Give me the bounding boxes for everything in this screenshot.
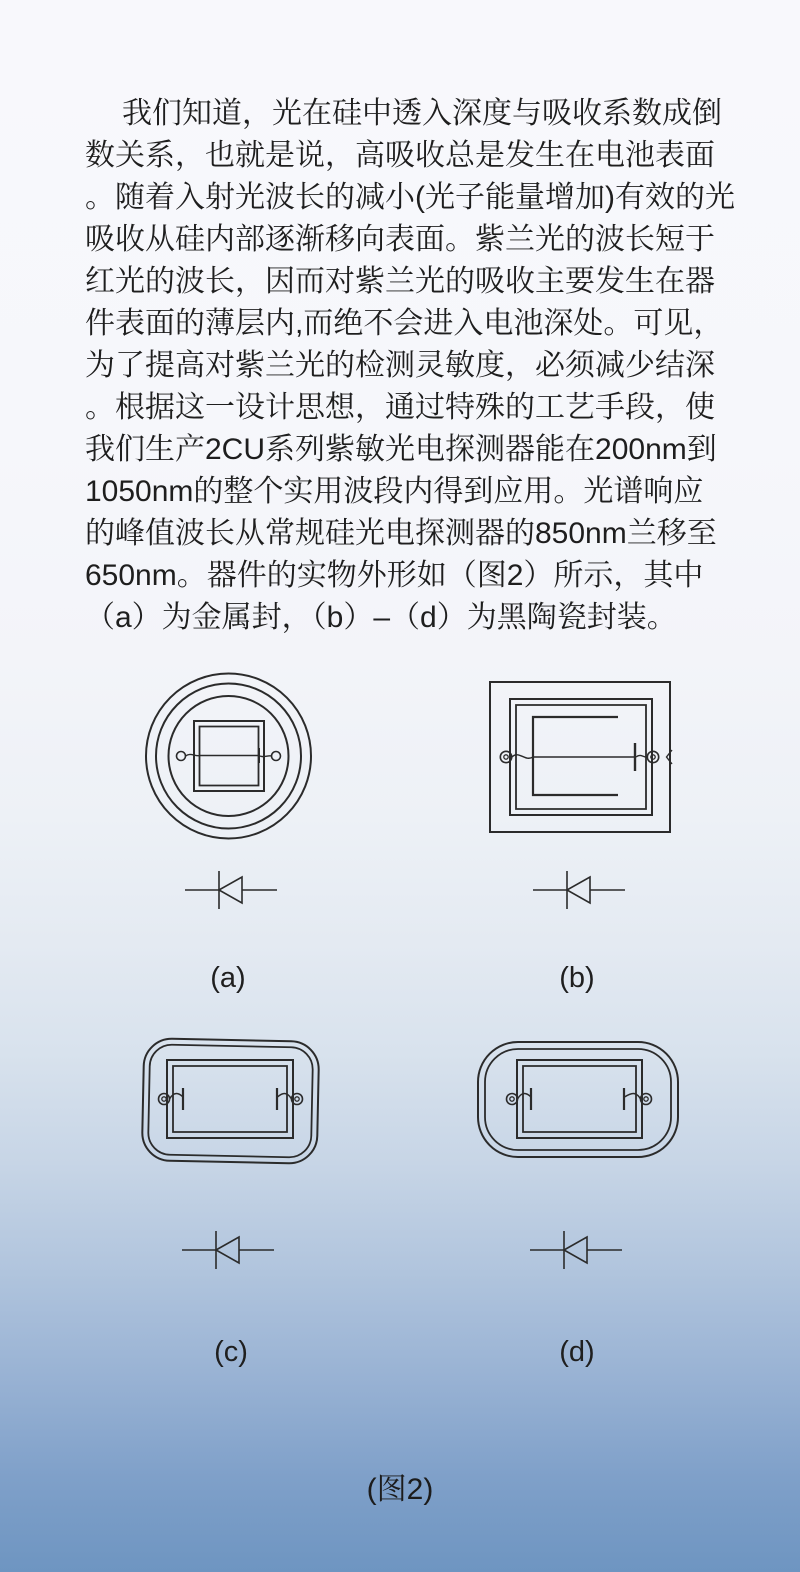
lead-pad-right [272, 752, 281, 761]
text-line: 。随着入射光波长的减小(光子能量增加)有效的光 [85, 181, 735, 214]
lead-eyelet-left [507, 1094, 518, 1105]
package-drawing-b-square-ceramic [485, 677, 680, 839]
diode-triangle [567, 877, 590, 903]
diode-triangle [216, 1237, 239, 1263]
cavity-outline [167, 1060, 293, 1138]
lead-pad-left [177, 752, 186, 761]
package-drawing-a-round-metal-can [140, 668, 320, 848]
photodiode-symbol-c [182, 1228, 274, 1272]
figure-label-a: (a) [210, 962, 246, 994]
text-line: （a）为金属封，（b）–（d）为黑陶瓷封装。 [85, 601, 677, 634]
photodiode-symbol-a [185, 868, 277, 912]
text-line: 为了提高对紫兰光的检测灵敏度，必须减少结深 [85, 349, 715, 382]
cavity-inner-outline [523, 1066, 636, 1132]
lead-hole-left [162, 1097, 166, 1101]
text-line: 我们生产2CU系列紫敏光电探测器能在200nm到 [85, 433, 717, 466]
lead-hole-left [504, 755, 508, 759]
text-line: 我们知道，光在硅中透入深度与吸收系数成倒 [122, 97, 722, 130]
bond-wire-right [260, 756, 272, 757]
bond-wire-left [512, 755, 634, 759]
package-drawing-c-rounded-ceramic [138, 1033, 323, 1168]
lead-hole-right [644, 1097, 648, 1101]
text-line: 吸收从硅内部逐渐移向表面。紫兰光的波长短于 [85, 223, 715, 256]
figure-caption: (图2) [366, 1473, 434, 1506]
figure-label-b: (b) [559, 962, 595, 994]
figure-label-c: (c) [214, 1336, 248, 1368]
package-drawing-d-rounded-ceramic [473, 1035, 685, 1165]
bond-wire-left [186, 754, 259, 756]
text-line: 红光的波长，因而对紫兰光的吸收主要发生在器 [85, 265, 715, 298]
body-text [85, 93, 735, 639]
package-inner-outline [485, 1049, 671, 1150]
photodiode-symbol-d [530, 1228, 622, 1272]
lead-hole-right [295, 1097, 299, 1101]
figure-label-d: (d) [559, 1336, 595, 1368]
text-line: 件表面的薄层内,而绝不会进入电池深处。可见， [85, 307, 724, 340]
bond-wire-right [625, 1094, 641, 1100]
diode-triangle [564, 1237, 587, 1263]
text-line: 数关系，也就是说，高吸收总是发生在电池表面 [85, 139, 715, 172]
text-line: 650nm。器件的实物外形如（图2）所示，其中 [85, 559, 704, 592]
bond-wire-left [518, 1094, 532, 1100]
bond-wire-right [278, 1094, 292, 1100]
chip-outline [533, 717, 618, 795]
lead-hole-left [510, 1097, 514, 1101]
bond-wire-left [170, 1094, 184, 1100]
cavity-inner-outline [173, 1066, 287, 1132]
text-line: 1050nm的整个实用波段内得到应用。光谱响应 [85, 475, 704, 508]
diode-triangle [219, 877, 242, 903]
text-line: 的峰值波长从常规硅光电探测器的850nm兰移至 [85, 517, 717, 550]
text-line: 。根据这一设计思想，通过特殊的工艺手段，使 [85, 391, 715, 424]
photodiode-symbol-b [533, 868, 625, 912]
